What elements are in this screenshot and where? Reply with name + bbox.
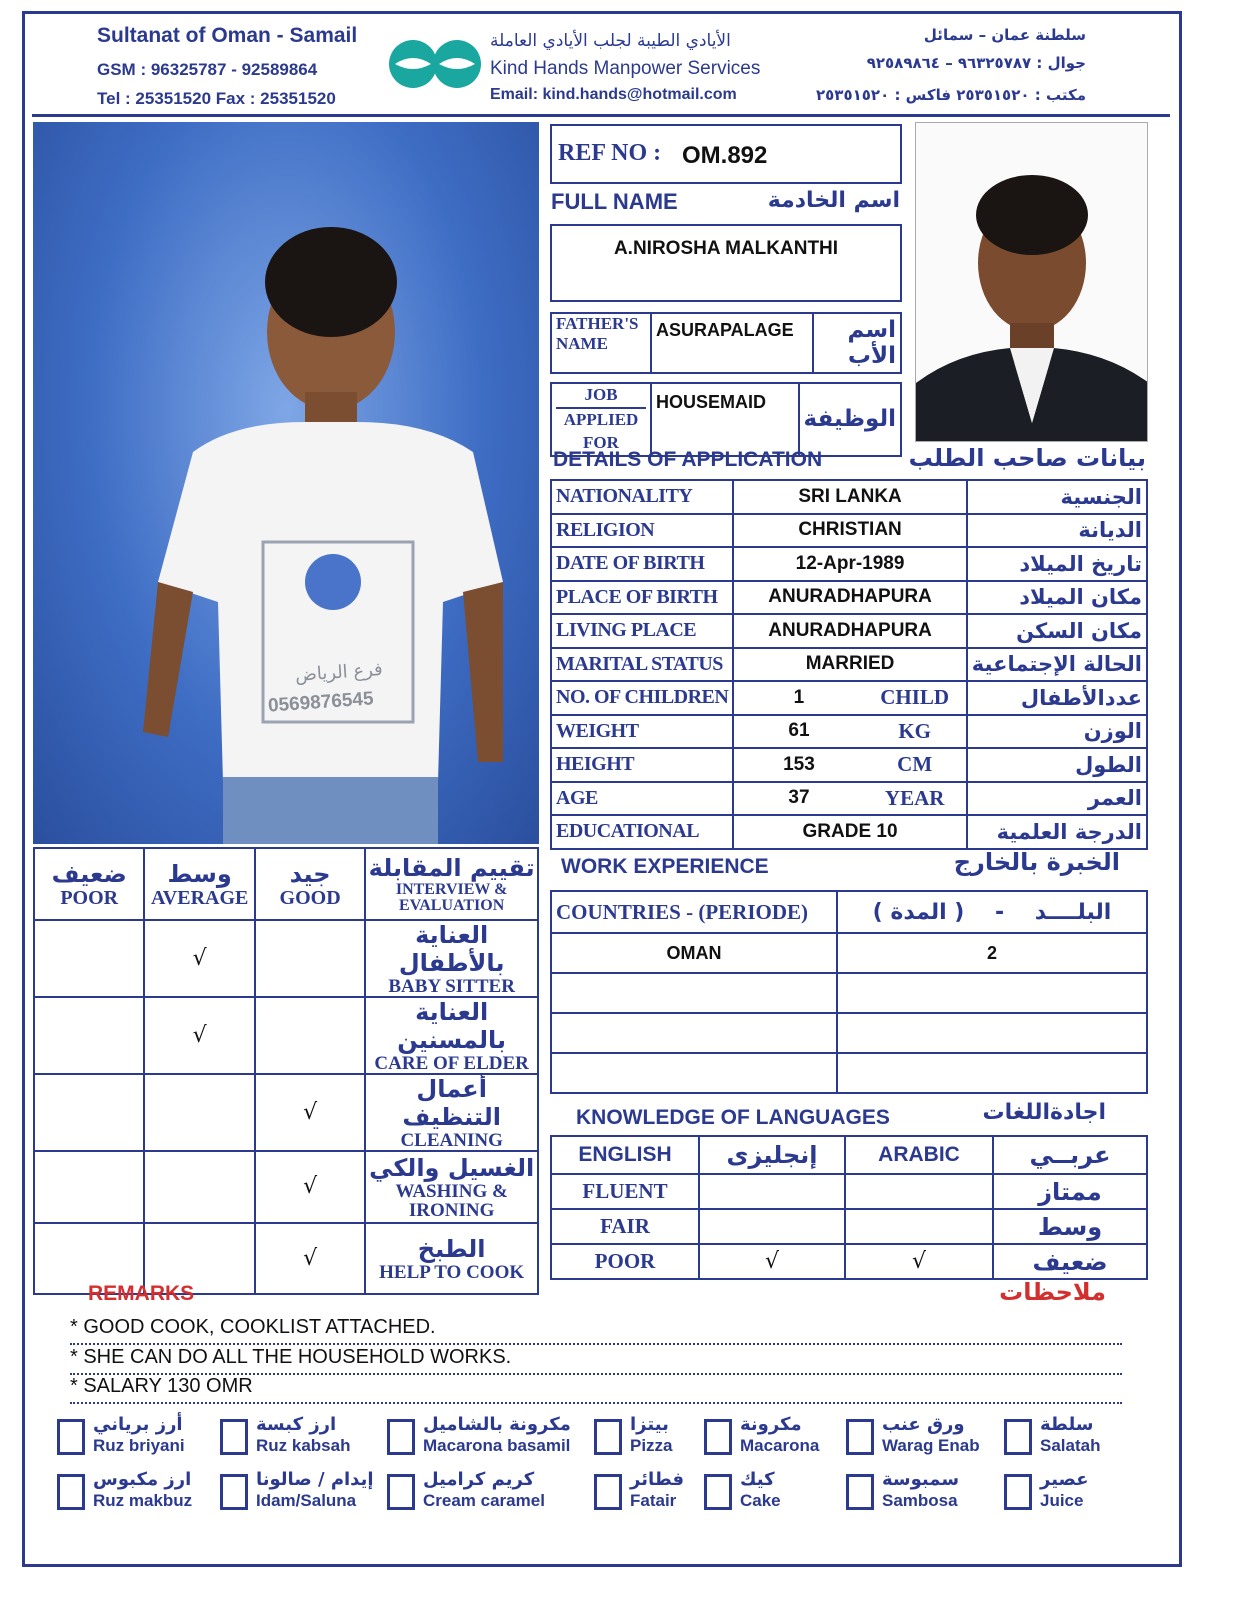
work-header-en: COUNTRIES - (PERIODE) xyxy=(551,891,837,933)
languages-english-mark xyxy=(699,1209,845,1244)
evaluation-header-en: POOR xyxy=(60,887,119,909)
passport-person xyxy=(916,123,1148,442)
job-value: HOUSEMAID xyxy=(651,383,799,456)
cooklist-item[interactable] xyxy=(57,1470,192,1510)
details-row xyxy=(551,681,1147,715)
details-row xyxy=(551,815,1147,849)
languages-header-arabic_en: ARABIC xyxy=(845,1136,993,1174)
cooklist-checkbox[interactable] xyxy=(594,1419,622,1455)
evaluation-mark-average: √ xyxy=(144,920,254,997)
evaluation-row xyxy=(34,997,538,1074)
cooklist-item-ar: ارز كبسة xyxy=(256,1414,337,1435)
cooklist-item-ar: كيك xyxy=(740,1469,775,1490)
cooklist-text xyxy=(93,1470,192,1510)
details-value: ANURADHAPURA xyxy=(733,614,966,648)
evaluation-header-ar: وسط xyxy=(167,860,232,888)
cooklist-checkbox[interactable] xyxy=(57,1419,85,1455)
work-country xyxy=(551,1013,837,1053)
evaluation-header xyxy=(255,848,365,920)
details-row xyxy=(551,514,1147,548)
ref-no-label: REF NO : xyxy=(558,140,662,166)
evaluation-row xyxy=(34,1151,538,1223)
cooklist-item-en: Salatah xyxy=(1040,1435,1101,1455)
cooklist-item-en: Macarona xyxy=(740,1435,820,1455)
evaluation-mark-average: √ xyxy=(144,997,254,1074)
work-row xyxy=(551,1053,1147,1093)
job-label-1: JOB xyxy=(584,385,618,404)
work-period xyxy=(837,1053,1147,1093)
evaluation-header xyxy=(365,848,538,920)
company-name-en: Kind Hands Manpower Services xyxy=(490,58,761,79)
work-period xyxy=(837,1013,1147,1053)
header-office-ar: مكتب : ٢٥٣٥١٥٢٠ فاكس : ٢٥٣٥١٥٢٠ xyxy=(815,86,1086,104)
details-label: EDUCATIONAL xyxy=(551,815,733,849)
evaluation-skill-ar: العناية بالأطفال xyxy=(398,921,505,977)
ref-no-box xyxy=(550,124,902,184)
work-row xyxy=(551,973,1147,1013)
evaluation-skill-en: CLEANING xyxy=(400,1130,503,1151)
cooklist-item[interactable] xyxy=(1004,1470,1089,1510)
cooklist-item-en: Ruz briyani xyxy=(93,1435,185,1455)
cooklist-item-ar: إيدام / صالونا xyxy=(256,1469,374,1490)
details-row xyxy=(551,648,1147,682)
cooklist-item-ar: سلطة xyxy=(1040,1414,1094,1435)
languages-level: FLUENT xyxy=(551,1174,699,1209)
cooklist-checkbox[interactable] xyxy=(387,1474,415,1510)
languages-arabic-mark xyxy=(845,1209,993,1244)
work-experience-title-ar: الخبرة بالخارج xyxy=(953,848,1120,876)
cooklist-checkbox[interactable] xyxy=(1004,1419,1032,1455)
evaluation-skill xyxy=(365,1223,538,1295)
cooklist-item[interactable] xyxy=(220,1470,374,1510)
cooklist-item-en: Warag Enab xyxy=(882,1435,980,1455)
cooklist-item-ar: مكرونة بالشاميل xyxy=(423,1414,571,1435)
evaluation-mark-good: √ xyxy=(255,1223,365,1295)
person-figure xyxy=(33,122,539,844)
details-label: HEIGHT xyxy=(551,748,733,782)
evaluation-mark-poor xyxy=(34,920,144,997)
cooklist-text xyxy=(256,1470,374,1510)
job-label-ar: الوظيفة xyxy=(799,383,902,456)
details-value: GRADE 10 xyxy=(733,815,966,849)
cooklist-item-en: Idam/Saluna xyxy=(256,1490,357,1510)
father-name-table xyxy=(550,312,902,374)
evaluation-skill xyxy=(365,1151,538,1223)
full-name-label-ar: اسم الخادمة xyxy=(767,188,900,213)
languages-header-arabic_ar: عربــي xyxy=(993,1136,1147,1174)
cooklist-item-en: Macarona basamil xyxy=(423,1435,571,1455)
evaluation-header xyxy=(144,848,254,920)
details-label: WEIGHT xyxy=(551,715,733,749)
evaluation-skill-en: HELP TO COOK xyxy=(379,1261,525,1283)
details-row xyxy=(551,547,1147,581)
evaluation-skill xyxy=(365,1074,538,1151)
cooklist-item-en: Fatair xyxy=(630,1490,677,1510)
cooklist-checkbox[interactable] xyxy=(846,1474,874,1510)
header-mobile-ar: جوال : ٩٦٣٢٥٧٨٧ – ٩٢٥٨٩٨٦٤ xyxy=(866,54,1086,72)
details-label-ar: العمر xyxy=(967,782,1147,816)
details-label-ar: تاريخ الميلاد xyxy=(967,547,1147,581)
company-email: Email: kind.hands@hotmail.com xyxy=(490,86,737,103)
cooklist-text xyxy=(1040,1470,1089,1510)
evaluation-mark-good xyxy=(255,920,365,997)
passport-photo xyxy=(915,122,1148,442)
full-name-box xyxy=(550,224,902,302)
cooklist-item-ar: ارز مكبوس xyxy=(93,1469,192,1490)
details-row xyxy=(551,480,1147,514)
evaluation-mark-poor xyxy=(34,1151,144,1223)
details-label: AGE xyxy=(551,782,733,816)
details-row xyxy=(551,748,1147,782)
evaluation-mark-poor xyxy=(34,1074,144,1151)
work-country: OMAN xyxy=(551,933,837,973)
cooklist-text xyxy=(93,1415,185,1455)
cooklist-item[interactable] xyxy=(387,1470,545,1510)
details-value: MARRIED xyxy=(733,648,966,682)
cooklist-item-en: Pizza xyxy=(630,1435,673,1455)
languages-arabic-mark: √ xyxy=(845,1244,993,1279)
evaluation-header-en: INTERVIEW & EVALUATION xyxy=(395,881,508,914)
evaluation-header-ar: جيد xyxy=(289,860,331,888)
details-label: DATE OF BIRTH xyxy=(551,547,733,581)
details-label: PLACE OF BIRTH xyxy=(551,581,733,615)
languages-header-row xyxy=(551,1136,1147,1174)
details-value: SRI LANKA xyxy=(733,480,966,514)
evaluation-skill-en: BABY SITTER xyxy=(388,976,515,997)
work-period: 2 xyxy=(837,933,1147,973)
cooklist-text xyxy=(882,1470,959,1510)
tshirt-branch-text: فرع الرياض xyxy=(294,658,384,687)
company-logo xyxy=(385,38,485,90)
work-header-ar: البلــــد - ( المدة ) xyxy=(837,891,1147,933)
father-label-ar: اسم الأب xyxy=(813,313,901,373)
details-label-ar: مكان السكن xyxy=(967,614,1147,648)
details-value: CHRISTIAN xyxy=(733,514,966,548)
cooklist-item[interactable] xyxy=(846,1470,959,1510)
evaluation-row xyxy=(34,920,538,997)
cooklist-item[interactable] xyxy=(387,1415,571,1455)
cooklist-text xyxy=(630,1470,684,1510)
evaluation-skill-ar: أعمال التنظيف xyxy=(402,1075,501,1131)
evaluation-mark-poor xyxy=(34,997,144,1074)
work-country xyxy=(551,973,837,1013)
cooklist-checkbox[interactable] xyxy=(57,1474,85,1510)
remark-line: * SALARY 130 OMR xyxy=(70,1375,1122,1404)
evaluation-skill-ar: الطبخ xyxy=(417,1234,486,1263)
full-name-label: FULL NAME xyxy=(551,189,678,214)
evaluation-header xyxy=(34,848,144,920)
evaluation-header-en: AVERAGE xyxy=(150,887,249,909)
cooklist-text xyxy=(256,1415,350,1455)
languages-english-mark: √ xyxy=(699,1244,845,1279)
cooklist-checkbox[interactable] xyxy=(387,1419,415,1455)
work-period xyxy=(837,973,1147,1013)
work-country xyxy=(551,1053,837,1093)
languages-title: KNOWLEDGE OF LANGUAGES xyxy=(576,1106,890,1129)
cooklist-item[interactable] xyxy=(704,1470,781,1510)
details-value: 37 xyxy=(733,782,863,816)
father-label-1: FATHER'S xyxy=(556,314,639,333)
cooklist-text xyxy=(740,1415,819,1455)
evaluation-mark-good xyxy=(255,997,365,1074)
languages-level: POOR xyxy=(551,1244,699,1279)
remarks-label-ar: ملاحظات xyxy=(999,1278,1106,1306)
details-table xyxy=(550,479,1148,850)
languages-title-ar: اجادةاللغات xyxy=(982,1100,1106,1125)
languages-row xyxy=(551,1174,1147,1209)
cooklist-checkbox[interactable] xyxy=(704,1419,732,1455)
details-unit: YEAR xyxy=(864,782,967,816)
remarks-label: REMARKS xyxy=(88,1282,195,1305)
cooklist-item-en: Juice xyxy=(1040,1490,1084,1510)
details-label-ar: الحالة الإجتماعية xyxy=(967,648,1147,682)
details-label-ar: الديانة xyxy=(967,514,1147,548)
evaluation-skill-en: WASHING & IRONING xyxy=(395,1180,508,1221)
evaluation-header-row xyxy=(34,848,538,920)
details-unit: CHILD xyxy=(864,681,967,715)
details-unit: CM xyxy=(864,748,967,782)
cooklist-item[interactable] xyxy=(1004,1415,1100,1455)
cooklist-checkbox[interactable] xyxy=(704,1474,732,1510)
languages-row xyxy=(551,1209,1147,1244)
evaluation-table xyxy=(33,847,539,1295)
work-experience-title: WORK EXPERIENCE xyxy=(561,855,769,878)
details-row xyxy=(551,614,1147,648)
languages-level-ar: وسط xyxy=(993,1209,1147,1244)
cooklist-checkbox[interactable] xyxy=(220,1419,248,1455)
work-experience-table xyxy=(550,890,1148,1094)
evaluation-skill xyxy=(365,920,538,997)
header-divider xyxy=(32,114,1170,117)
remark-line: * GOOD COOK, COOKLIST ATTACHED. xyxy=(70,1316,1122,1345)
cooklist-text xyxy=(740,1470,781,1510)
languages-header-english_en: ENGLISH xyxy=(551,1136,699,1174)
cooklist-checkbox[interactable] xyxy=(846,1419,874,1455)
cooklist-checkbox[interactable] xyxy=(220,1474,248,1510)
remark-line: * SHE CAN DO ALL THE HOUSEHOLD WORKS. xyxy=(70,1346,1122,1375)
header-location-ar: سلطنة عمان – سمائل xyxy=(923,26,1086,44)
cooklist-item[interactable] xyxy=(846,1415,980,1455)
cooklist-item-ar: بيتزا xyxy=(630,1414,669,1435)
work-row xyxy=(551,933,1147,973)
full-name-value: A.NIROSHA MALKANTHI xyxy=(613,238,839,259)
cooklist-checkbox[interactable] xyxy=(1004,1474,1032,1510)
details-title-ar: بيانات صاحب الطلب xyxy=(908,444,1146,472)
evaluation-skill-en: CARE OF ELDER xyxy=(374,1053,529,1074)
details-label: RELIGION xyxy=(551,514,733,548)
evaluation-skill-ar: الغسيل والكي xyxy=(369,1153,535,1182)
cooklist-item-ar: أرز برياني xyxy=(93,1414,183,1435)
languages-english-mark xyxy=(699,1174,845,1209)
header-tel: Tel : 25351520 Fax : 25351520 xyxy=(97,89,336,108)
details-value: 12-Apr-1989 xyxy=(733,547,966,581)
cooklist-item[interactable] xyxy=(594,1415,673,1455)
cooklist-item-ar: سمبوسة xyxy=(882,1469,960,1490)
evaluation-mark-average xyxy=(144,1151,254,1223)
cooklist-text xyxy=(882,1415,980,1455)
cooklist-item[interactable] xyxy=(704,1415,819,1455)
full-body-photo xyxy=(33,122,539,844)
details-value: 1 xyxy=(733,681,863,715)
languages-arabic-mark xyxy=(845,1174,993,1209)
languages-level: FAIR xyxy=(551,1209,699,1244)
languages-row xyxy=(551,1244,1147,1279)
languages-level-ar: ضعيف xyxy=(993,1244,1147,1279)
cooklist-item-en: Ruz kabsah xyxy=(256,1435,351,1455)
details-row xyxy=(551,782,1147,816)
father-label-2: NAME xyxy=(556,333,608,353)
details-value: 153 xyxy=(733,748,863,782)
evaluation-header-ar: تقييم المقابلة xyxy=(368,854,535,882)
header-gsm: GSM : 96325787 - 92589864 xyxy=(97,60,318,79)
details-label-ar: مكان الميلاد xyxy=(967,581,1147,615)
evaluation-mark-good: √ xyxy=(255,1074,365,1151)
details-label-ar: عددالأطفال xyxy=(967,681,1147,715)
cooklist-item-ar: كريم كراميل xyxy=(423,1469,535,1490)
details-row xyxy=(551,715,1147,749)
details-value: ANURADHAPURA xyxy=(733,581,966,615)
cooklist-item[interactable] xyxy=(57,1415,185,1455)
languages-header-english_ar: إنجليزى xyxy=(699,1136,845,1174)
details-unit: KG xyxy=(864,715,967,749)
cooklist-item-en: Ruz makbuz xyxy=(93,1490,193,1510)
cooklist-item-ar: ورق عنب xyxy=(882,1414,965,1435)
languages-table xyxy=(550,1135,1148,1280)
cooklist-text xyxy=(630,1415,673,1455)
evaluation-mark-average xyxy=(144,1074,254,1151)
evaluation-skill-ar: العناية بالمسنين xyxy=(397,998,507,1054)
evaluation-row xyxy=(34,1074,538,1151)
evaluation-header-en: GOOD xyxy=(279,887,341,909)
evaluation-header-ar: ضعيف xyxy=(51,860,127,888)
cooklist-item-ar: فطائر xyxy=(630,1469,685,1490)
details-label: NATIONALITY xyxy=(551,480,733,514)
cooklist-item-ar: مكرونة xyxy=(740,1414,802,1435)
details-label: NO. OF CHILDREN xyxy=(551,681,733,715)
evaluation-skill xyxy=(365,997,538,1074)
cooklist-text xyxy=(423,1470,545,1510)
cooklist-item-en: Cake xyxy=(740,1490,781,1510)
details-label: MARITAL STATUS xyxy=(551,648,733,682)
cooklist-item-en: Cream caramel xyxy=(423,1490,545,1510)
details-label: LIVING PLACE xyxy=(551,614,733,648)
languages-level-ar: ممتاز xyxy=(993,1174,1147,1209)
tshirt-phone-text: 0569876545 xyxy=(267,688,375,717)
job-label-2: APPLIED FOR xyxy=(556,407,646,455)
evaluation-mark-good: √ xyxy=(255,1151,365,1223)
cooklist-text xyxy=(1040,1415,1100,1455)
work-row xyxy=(551,1013,1147,1053)
cooklist-item[interactable] xyxy=(220,1415,350,1455)
job-table xyxy=(550,382,902,457)
cooklist-checkbox[interactable] xyxy=(594,1474,622,1510)
details-row xyxy=(551,581,1147,615)
details-label-ar: الجنسية xyxy=(967,480,1147,514)
father-name-value: ASURAPALAGE xyxy=(651,313,813,373)
cooklist-item[interactable] xyxy=(594,1470,684,1510)
details-value: 61 xyxy=(733,715,863,749)
cooklist-text xyxy=(423,1415,571,1455)
cooklist-item-en: Sambosa xyxy=(882,1490,958,1510)
details-label-ar: الطول xyxy=(967,748,1147,782)
work-header-row xyxy=(551,891,1147,933)
header-location: Sultanat of Oman - Samail xyxy=(97,24,358,47)
cooklist-item-ar: عصير xyxy=(1040,1469,1089,1490)
company-name-ar: الأيادي الطيبة لجلب الأيادي العاملة xyxy=(490,31,731,51)
details-label-ar: الوزن xyxy=(967,715,1147,749)
details-label-ar: الدرجة العلمية xyxy=(967,815,1147,849)
details-title: DETAILS OF APPLICATION xyxy=(553,448,823,471)
ref-no-value: OM.892 xyxy=(682,142,768,169)
